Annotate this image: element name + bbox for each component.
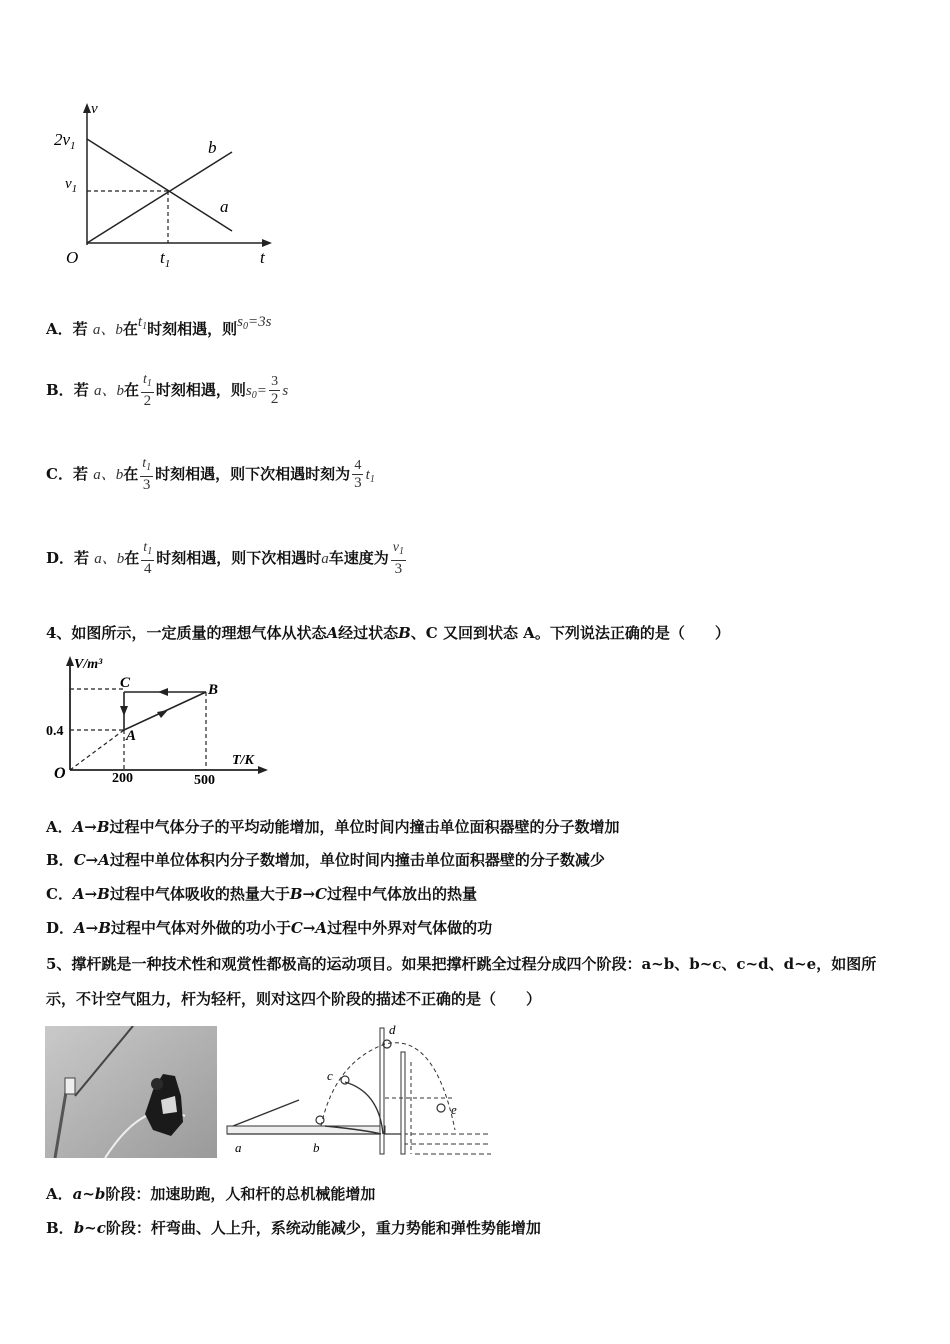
gas-arrow-bc	[158, 688, 168, 696]
diagram-figure-c	[341, 1076, 349, 1084]
diagram-upright-left	[380, 1028, 384, 1154]
photo-athlete-head	[151, 1078, 163, 1090]
vt-t-arrow	[262, 239, 272, 247]
q3b-frac-time: $\frac{t_1}{2}$	[142, 372, 152, 409]
pole-vault-photo	[45, 1026, 217, 1158]
gas-label-200: 200	[112, 771, 133, 786]
vt-label-v1: $v_1$	[65, 176, 78, 195]
gas-arrow-ca	[120, 706, 128, 716]
vt-v-arrow	[83, 103, 91, 113]
diagram-label-d: d	[389, 1022, 396, 1037]
vt-label-2v1: $2v_1$	[54, 130, 76, 152]
q3d-frac-result: $\frac{v_1}{3}$	[392, 540, 404, 577]
q4-option-b[interactable]: B．C→A过程中单位体积内分子数增加，单位时间内撞击单位面积器壁的分子数减少	[46, 851, 605, 869]
q4-option-d[interactable]: D．A→B过程中气体对外做的功小于C→A过程中外界对气体做的功	[46, 919, 493, 937]
gas-t-arrow	[258, 766, 268, 774]
diagram-figure-b	[316, 1116, 324, 1124]
gas-label-t: T/K	[232, 753, 254, 768]
q4-stem: 4、如图所示，一定质量的理想气体从状态A经过状态B、C 又回到状态 A。下列说法正确的是（ ）	[46, 624, 730, 642]
vt-line-b	[87, 152, 232, 243]
gas-label-b: B	[208, 682, 219, 698]
gas-label-a: A	[126, 728, 137, 744]
gas-label-origin: O	[54, 765, 66, 782]
q3c-frac-time: $\frac{t_1}{3}$	[142, 456, 152, 493]
q5-stem-line1: 5、撑杆跳是一种技术性和观赏性都极高的运动项目。如果把撑杆跳全过程分成四个阶段：a~b、b~c、c~d、d~e，如图所	[46, 955, 877, 973]
gas-dash-origin-a	[70, 730, 124, 770]
q3b-frac-result: $\frac{3}{2}$	[270, 374, 279, 407]
vt-label-b: b	[208, 138, 217, 157]
q3d-frac-time: $\frac{t_1}{4}$	[143, 540, 153, 577]
gas-label-c: C	[120, 675, 131, 691]
diagram-trajectory	[321, 1043, 455, 1130]
vt-label-origin: O	[66, 248, 79, 267]
q5-option-a[interactable]: A．a~b阶段：加速助跑，人和杆的总机械能增加	[46, 1185, 376, 1203]
q4-option-c[interactable]: C．A→B过程中气体吸收的热量大于B→C过程中气体放出的热量	[46, 885, 478, 903]
q5-option-b[interactable]: B．b~c阶段：杆弯曲、人上升，系统动能减少，重力势能和弹性势能增加	[46, 1219, 541, 1237]
q3-option-b[interactable]: B．若 a、b在 $\frac{t_1}{2}$ 时刻相遇，则$s_0=$ $\frac{3}{2}$ s	[46, 372, 289, 409]
q4-option-a[interactable]: A．A→B过程中气体分子的平均动能增加，单位时间内撞击单位面积器壁的分子数增加	[46, 818, 620, 836]
diagram-label-e: e	[451, 1102, 457, 1117]
diagram-figure-e	[437, 1104, 445, 1112]
q5-stem-line2: 示，不计空气阻力，杆为轻杆，则对这四个阶段的描述不正确的是（ ）	[46, 990, 542, 1008]
pole-vault-diagram	[225, 1022, 495, 1162]
q3-option-c[interactable]: C．若 a、b在 $\frac{t_1}{3}$ 时刻相遇，则下次相遇时刻为 $\frac{4}{3}$ $t_1$	[46, 456, 375, 493]
gas-label-04: 0.4	[46, 724, 64, 739]
vt-label-t: t	[260, 248, 265, 267]
photo-upright-clamp	[65, 1078, 75, 1094]
gas-arrow-ab	[157, 710, 168, 718]
diagram-upright-right	[401, 1052, 405, 1154]
vt-label-v: v	[91, 101, 98, 117]
gas-label-500: 500	[194, 773, 215, 788]
vt-gas-graph	[44, 652, 274, 790]
diagram-label-b: b	[313, 1140, 320, 1155]
diagram-pole-a	[233, 1100, 299, 1126]
q3-option-a[interactable]: A．若 a、b在$t_1$时刻相遇，则$s_0=3s$	[46, 314, 272, 338]
vt-label-a: a	[220, 197, 229, 216]
q3c-frac-result: $\frac{4}{3}$	[354, 458, 362, 491]
vt-label-t1: $t_1$	[160, 248, 171, 270]
gas-label-v: V/m³	[74, 657, 103, 672]
q3-option-d[interactable]: D．若 a、b在 $\frac{t_1}{4}$ 时刻相遇，则下次相遇时a车速度为 $\frac{v_1}{3}$	[46, 540, 404, 577]
vt-graph	[50, 95, 280, 275]
diagram-label-c: c	[327, 1068, 333, 1083]
gas-v-arrow	[66, 656, 74, 666]
diagram-label-a: a	[235, 1140, 242, 1155]
